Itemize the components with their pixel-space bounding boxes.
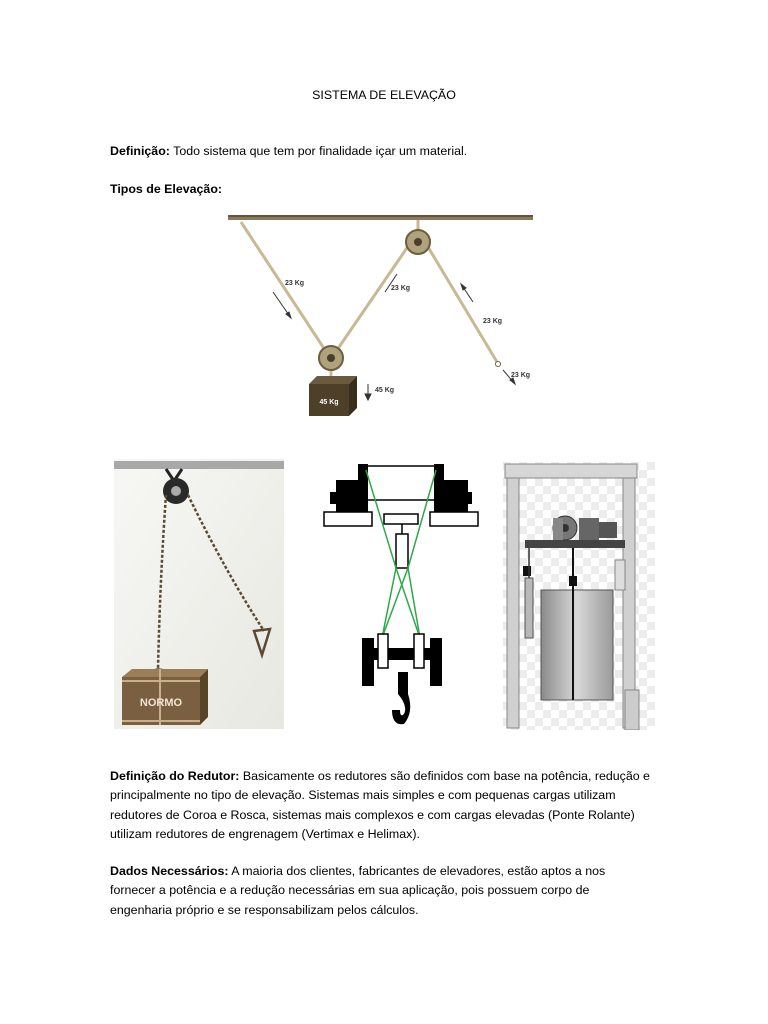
counterweight (396, 534, 408, 568)
definition-paragraph (110, 142, 650, 161)
reducer-definition-text: Basicamente os redutores são definidos com base na potência, redução e principalmente no tipo de elevação. Sistemas mais simples e com pequenas cargas utilizam redutores de Coroa e Rosca, sistemas mais complexos e com cargas elevadas (Ponte Rolante) utilizam redutores de engrenagem (Vertimax e Helimax). (110, 769, 650, 842)
machine-platform (525, 540, 625, 548)
page-title: SISTEMA DE ELEVAÇÃO (312, 88, 456, 102)
weight-arrow-label: 45 Kg (375, 387, 395, 394)
hook-icon (392, 672, 410, 724)
left-load-label: 23 Kg (285, 280, 305, 287)
elevator-cab (541, 590, 613, 700)
mid-load-label: 23 Kg (391, 285, 411, 292)
top-pulley (406, 230, 430, 254)
right-upper-load-label: 23 Kg (483, 318, 503, 325)
required-data-label: Dados Necessários: (110, 864, 229, 878)
right-end-load-label: 23 Kg (511, 372, 531, 379)
rope-end (496, 362, 501, 367)
hook-block (362, 634, 442, 724)
bottom-pulley (319, 346, 343, 370)
elevation-types-heading (110, 180, 650, 199)
box-brand-text: NORMO (139, 697, 183, 709)
elevation-types-label: Tipos de Elevação: (110, 182, 223, 196)
box-weight-label: 45 Kg (319, 399, 339, 406)
required-data-paragraph (110, 862, 650, 920)
ceiling-bar (114, 461, 284, 469)
single-pulley-photo (114, 459, 284, 729)
pulley-system-figure (225, 212, 537, 422)
reducer-definition-paragraph (110, 767, 650, 845)
definition-text: Todo sistema que tem por finalidade içar um material. (169, 144, 468, 158)
elevator-diagram (503, 462, 655, 730)
counterweight (525, 578, 533, 638)
definition-label: Definição: (110, 144, 170, 158)
required-data-text: A maioria dos clientes, fabricantes de elevadores, estão aptos a nos fornecer a potência e a redução necessárias em sua aplicação, pois possuem corpo de engenharia próprio e se responsabilizam pelos cálculos. (110, 864, 606, 917)
load-box (309, 376, 357, 416)
wooden-box (122, 669, 208, 725)
overhead-crane-diagram (322, 462, 480, 730)
reducer-definition-label: Definição do Redutor: (110, 769, 240, 783)
rope (241, 220, 497, 377)
